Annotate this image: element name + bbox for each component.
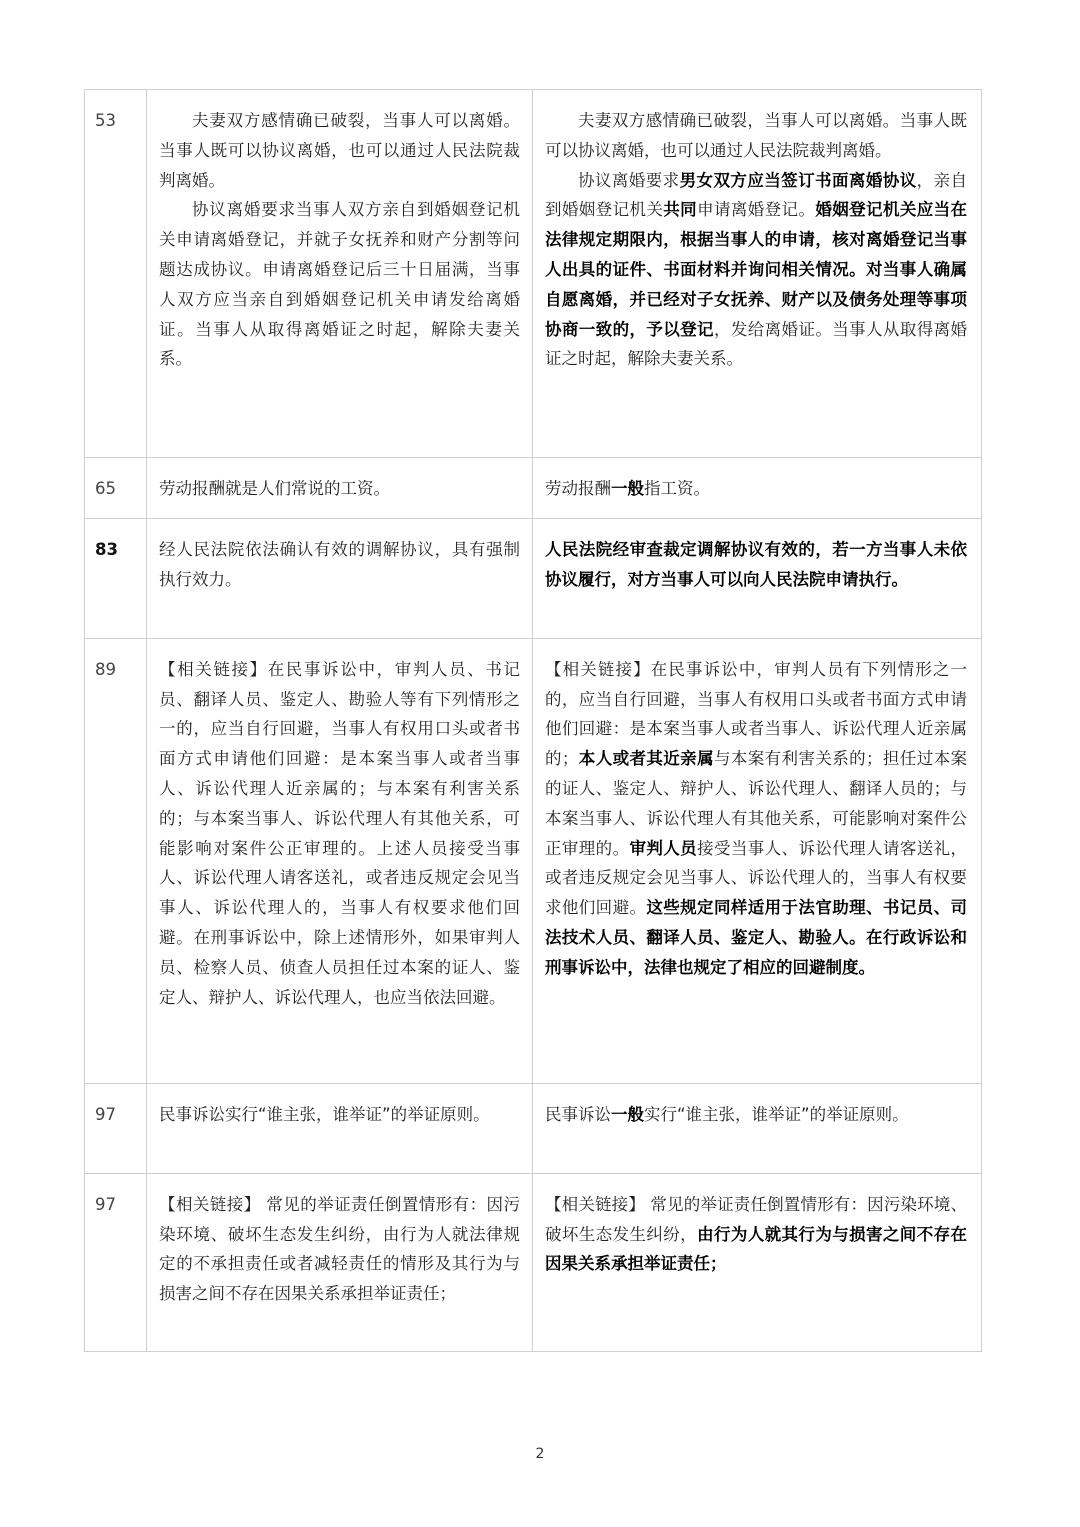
table-row <box>85 458 982 519</box>
text-span: ，亲自到婚姻登记机关 <box>545 170 968 220</box>
old-paragraph: 【相关链接】 常见的举证责任倒置情形有：因污染环境、破坏生态发生纠纷，由行为人就法律规定的不承担责任或者减轻责任的情形及其行为与损害之间不存在因果关系承担举证责任； <box>159 1194 520 1304</box>
changed-text: 一般 <box>611 479 644 498</box>
text-span: 协议离婚要求 <box>578 170 680 190</box>
text-span: 申请离婚登记。 <box>697 200 816 220</box>
text-span: ，发给离婚证。当事人从取得离婚证之时起，解除夫妻关系。 <box>545 319 968 369</box>
text-span: 【相关链接】 常见的举证责任倒置情形有：因污染环境、破坏生态发生纠纷， <box>545 1194 967 1244</box>
old-paragraph: 协议离婚要求当事人双方亲自到婚姻登记机关申请离婚登记，并就子女抚养和财产分割等问题达成协议。申请离婚登记后三十日届满，当事人双方应当亲自到婚姻登记机关申请发给离婚证。当事人从取得离婚证之时起，解除夫妻关系。 <box>159 200 520 369</box>
old-text-cell <box>147 518 533 638</box>
text-span: 接受当事人、诉讼代理人请客送礼，或者违反规定会见当事人、诉讼代理人的，当事人有权要求他们回避。 <box>545 838 968 918</box>
changed-text: 男女双方应当签订书面离婚协议 <box>679 170 917 190</box>
new-paragraph <box>545 655 967 983</box>
new-paragraph <box>545 474 967 504</box>
old-paragraph: 【相关链接】在民事诉讼中，审判人员、书记员、翻译人员、鉴定人、勘验人等有下列情形之一的，应当自行回避，当事人有权用口头或者书面方式申请他们回避：是本案当事人或者当事人、诉讼代理人近亲属的；与本案有利害关系的；与本案当事人、诉讼代理人有其他关系，可能影响对案件公正审理的。上述人员接受当事人、诉讼代理人请客送礼，或者违反规定会见当事人、诉讼代理人的，当事人有权要求他们回避。在刑事诉讼中，除上述情形外，如果审判人员、检察人员、侦查人员担任过本案的证人、鉴定人、辩护人、诉讼代理人，也应当依法回避。 <box>159 659 520 1007</box>
old-text-cell <box>147 1173 533 1351</box>
table-row <box>85 90 982 458</box>
old-paragraph: 夫妻双方感情确已破裂，当事人可以离婚。当事人既可以协议离婚，也可以通过人民法院裁判离婚。 <box>159 111 520 190</box>
table-row <box>85 518 982 638</box>
old-paragraph: 劳动报酬就是人们常说的工资。 <box>159 479 390 498</box>
new-text-cell <box>533 90 982 458</box>
text-span: 指工资。 <box>644 479 710 498</box>
text-span: 与本案有利害关系的；担任过本案的证人、鉴定人、辩护人、诉讼代理人、翻译人员的；与本案当事人、诉讼代理人有其他关系，可能影响对案件公正审理的。 <box>545 749 968 858</box>
changed-text: 由行为人就其行为与损害之间不存在因果关系承担举证责任； <box>545 1224 968 1274</box>
new-paragraph <box>545 1100 967 1130</box>
old-text-cell <box>147 90 533 458</box>
changed-text: 这些规定同样适用于法官助理、书记员、司法技术人员、翻译人员、鉴定人、勘验人。在行政诉讼和刑事诉讼中，法律也规定了相应的回避制度。 <box>545 898 968 977</box>
old-text-cell <box>147 458 533 519</box>
article-number: 89 <box>85 638 147 1083</box>
new-text-cell <box>533 1173 982 1351</box>
old-paragraph: 经人民法院依法确认有效的调解协议，具有强制执行效力。 <box>159 539 520 589</box>
table-row <box>85 1083 982 1173</box>
changed-text: 共同 <box>663 200 698 220</box>
new-text-cell <box>533 1083 982 1173</box>
new-text-cell <box>533 518 982 638</box>
page-number: 2 <box>535 1446 545 1462</box>
text-span: 【相关链接】在民事诉讼中，审判人员有下列情形之一的，应当自行回避，当事人有权用口头或者书面方式申请他们回避：是本案当事人或者当事人、诉讼代理人近亲属的； <box>545 659 967 769</box>
old-text-cell <box>147 1083 533 1173</box>
text-span: 民事诉讼 <box>545 1104 611 1124</box>
article-number: 53 <box>85 90 147 458</box>
changed-text: 一般 <box>611 1104 644 1124</box>
changed-text: 婚姻登记机关应当在法律规定期限内，根据当事人的申请，核对离婚登记当事人出具的证件、书面材料并询问相关情况。对当事人确属自愿离婚，并已经对子女抚养、财产以及债务处理等事项协商一致的，予以登记 <box>545 200 968 339</box>
article-number: 65 <box>85 458 147 519</box>
new-paragraph: 夫妻双方感情确已破裂，当事人可以离婚。当事人既可以协议离婚，也可以通过人民法院裁判离婚。 <box>545 111 967 160</box>
old-paragraph: 民事诉讼实行“谁主张，谁举证”的举证原则。 <box>159 1104 490 1124</box>
text-span: 实行“谁主张，谁举证”的举证原则。 <box>644 1104 909 1124</box>
new-paragraph <box>545 166 967 375</box>
new-paragraph: 人民法院经审查裁定调解协议有效的，若一方当事人未依协议履行，对方当事人可以向人民法院申请执行。 <box>545 539 967 589</box>
old-text-cell <box>147 638 533 1083</box>
article-number: 97 <box>85 1173 147 1351</box>
changed-text: 审判人员 <box>629 838 698 858</box>
text-span: 劳动报酬 <box>545 479 611 498</box>
article-number: 97 <box>85 1083 147 1173</box>
new-text-cell <box>533 638 982 1083</box>
new-text-cell <box>533 458 982 519</box>
comparison-table <box>84 89 982 1352</box>
table-row <box>85 1173 982 1351</box>
article-number: 83 <box>85 518 147 638</box>
changed-text: 本人或者其近亲属 <box>578 749 714 769</box>
table-row <box>85 638 982 1083</box>
new-paragraph <box>545 1190 967 1279</box>
